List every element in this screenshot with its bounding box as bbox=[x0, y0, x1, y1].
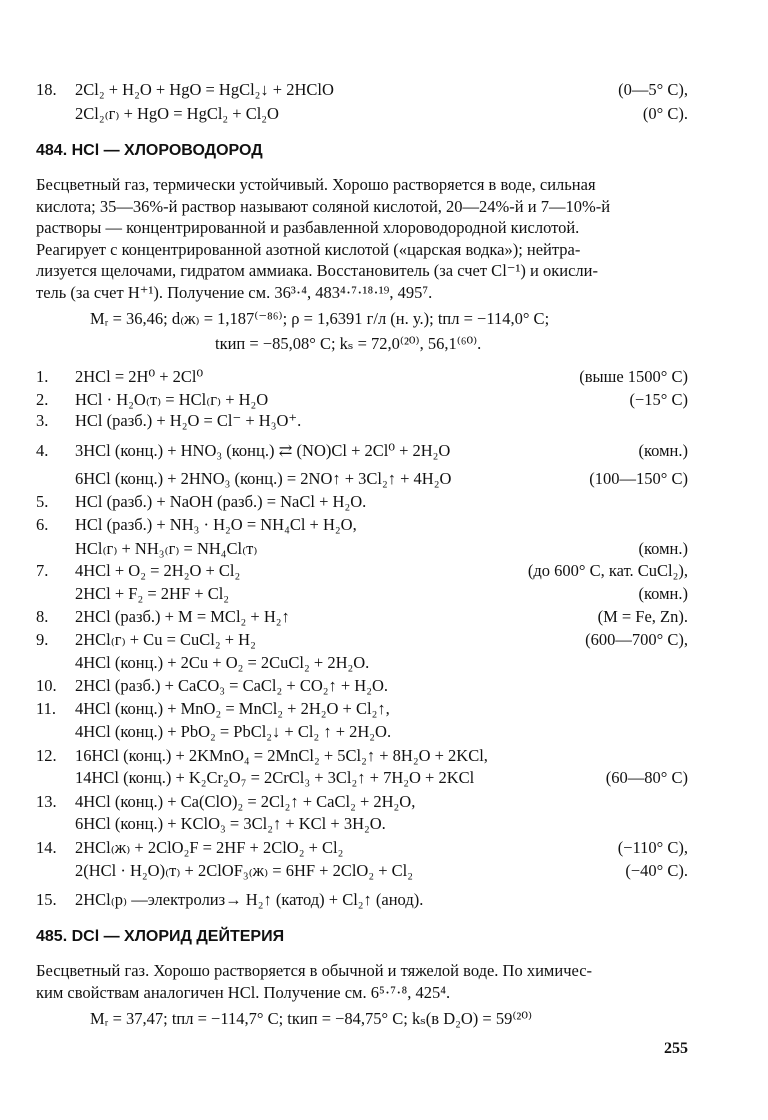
reaction-line bbox=[0, 745, 768, 767]
reaction-number: 4. bbox=[36, 441, 49, 460]
reaction-number: 10. bbox=[36, 676, 57, 695]
reaction-condition: (60—80° C) bbox=[605, 768, 688, 787]
reaction-equation: 2HCl = 2H⁰ + 2Cl⁰ bbox=[75, 367, 204, 386]
paragraph-line: ким свойствам аналогичен HCl. Получение см. 6⁵·⁷·⁸, 425⁴. bbox=[36, 982, 451, 1002]
reaction-equation: 16HCl (конц.) + 2KMnO₄ = 2MnCl₂ + 5Cl₂↑ + 8H₂O + 2KCl, bbox=[75, 746, 488, 765]
reaction-equation: 2HCl₍р₎ —электролиз→ H₂↑ (катод) + Cl₂↑ (анод). bbox=[75, 890, 424, 909]
reaction-equation: HCl (разб.) + H₂O = Cl⁻ + H₃O⁺. bbox=[75, 411, 302, 430]
reaction-number: 8. bbox=[36, 607, 49, 626]
reaction-number: 1. bbox=[36, 367, 49, 386]
reaction-line bbox=[0, 860, 768, 882]
reaction-condition: (100—150° C) bbox=[589, 469, 688, 488]
reaction-equation: 4HCl + O₂ = 2H₂O + Cl₂ bbox=[75, 561, 241, 580]
reaction-number: 18. bbox=[36, 80, 57, 99]
reaction-line bbox=[0, 652, 768, 674]
paragraph-line: Реагирует с концентрированной азотной кислотой («царская водка»); нейтра- bbox=[36, 239, 581, 259]
reaction-equation: 2HCl₍ж₎ + 2ClO₂F = 2HF + 2ClO₂ + Cl₂ bbox=[75, 838, 344, 857]
section-heading-484: 484. HCl — ХЛОРОВОДОРОД bbox=[36, 142, 263, 159]
reaction-equation: 2HCl₍г₎ + Cu = CuCl₂ + H₂ bbox=[75, 630, 256, 649]
reaction-condition: (M = Fe, Zn). bbox=[597, 607, 688, 626]
reaction-equation: HCl (разб.) + NH₃ · H₂O = NH₄Cl + H₂O, bbox=[75, 515, 357, 534]
page-number: 255 bbox=[664, 1040, 688, 1057]
reaction-line bbox=[0, 366, 768, 388]
properties-line-2: tкип = −85,08° C; kₛ = 72,0⁽²⁰⁾, 56,1⁽⁶⁰⁾. bbox=[215, 334, 482, 353]
reaction-line bbox=[0, 767, 768, 789]
reaction-number: 15. bbox=[36, 890, 57, 909]
reaction-line bbox=[0, 491, 768, 513]
paragraph-line: растворы — концентрированной и разбавленной хлороводородной кислотой. bbox=[36, 218, 580, 237]
reaction-line bbox=[0, 675, 768, 697]
section-485-description bbox=[36, 960, 696, 1003]
reaction-line bbox=[0, 538, 768, 560]
reaction-line bbox=[0, 103, 768, 125]
reaction-condition: (0° C). bbox=[642, 104, 688, 123]
reaction-equation: 4HCl (конц.) + Ca(ClO)₂ = 2Cl₂↑ + CaCl₂ + 2H₂O, bbox=[75, 792, 416, 811]
reaction-equation: 2HCl (разб.) + CaCO₃ = CaCl₂ + CO₂↑ + H₂O. bbox=[75, 676, 389, 695]
reaction-equation: 2HCl + F₂ = 2HF + Cl₂ bbox=[75, 584, 230, 603]
reaction-number: 2. bbox=[36, 390, 49, 409]
reaction-number: 14. bbox=[36, 838, 57, 857]
reaction-equation: HCl₍г₎ + NH₃₍г₎ = NH₄Cl₍т₎ bbox=[75, 539, 258, 558]
reaction-equation: 4HCl (конц.) + MnO₂ = MnCl₂ + 2H₂O + Cl₂↑, bbox=[75, 699, 390, 718]
reaction-line bbox=[0, 440, 768, 462]
reaction-line bbox=[0, 514, 768, 536]
reaction-condition: (выше 1500° C) bbox=[579, 367, 688, 386]
reaction-condition: (комн.) bbox=[638, 539, 688, 558]
reaction-equation: 3HCl (конц.) + HNO₃ (конц.) ⇄ (NO)Cl + 2Cl⁰ + 2H₂O bbox=[75, 441, 451, 460]
reaction-number: 6. bbox=[36, 515, 49, 534]
reaction-number: 13. bbox=[36, 792, 57, 811]
reaction-number: 11. bbox=[36, 699, 57, 718]
reaction-line bbox=[0, 468, 768, 490]
properties-line-485: Mᵣ = 37,47; tпл = −114,7° C; tкип = −84,75° C; kₛ(в D₂O) = 59⁽²⁰⁾ bbox=[90, 1009, 533, 1028]
paragraph-line: кислота; 35—36%-й раствор называют соляной кислотой, 20—24%-й и 7—10%-й bbox=[36, 196, 611, 216]
reaction-condition: (−110° C), bbox=[617, 838, 688, 857]
reaction-equation: 14HCl (конц.) + K₂Cr₂O₇ = 2CrCl₃ + 3Cl₂↑ + 7H₂O + 2KCl bbox=[75, 768, 475, 787]
reaction-condition: (600—700° C), bbox=[585, 630, 688, 649]
reaction-number: 9. bbox=[36, 630, 49, 649]
reaction-number: 3. bbox=[36, 411, 49, 430]
reaction-line bbox=[0, 813, 768, 835]
reaction-condition: (комн.) bbox=[638, 441, 688, 460]
reaction-line bbox=[0, 837, 768, 859]
reaction-line bbox=[0, 791, 768, 813]
reaction-number: 5. bbox=[36, 492, 49, 511]
reaction-line bbox=[0, 410, 768, 432]
reaction-equation: 4HCl (конц.) + PbO₂ = PbCl₂↓ + Cl₂ ↑ + 2H₂O. bbox=[75, 722, 392, 741]
reaction-number: 12. bbox=[36, 746, 57, 765]
paragraph-line: Бесцветный газ. Хорошо растворяется в обычной и тяжелой воде. По химичес- bbox=[36, 961, 593, 980]
paragraph-line: тель (за счет H⁺¹). Получение см. 36³·⁴, 483⁴·⁷·¹⁸·¹⁹, 495⁷. bbox=[36, 282, 433, 302]
reaction-equation: 6HCl (конц.) + KClO₃ = 3Cl₂↑ + KCl + 3H₂O. bbox=[75, 814, 386, 833]
reaction-number: 7. bbox=[36, 561, 49, 580]
reaction-condition: (0—5° C), bbox=[618, 80, 688, 99]
reaction-line bbox=[0, 389, 768, 411]
reaction-equation: 2HCl (разб.) + M = MCl₂ + H₂↑ bbox=[75, 607, 290, 626]
reaction-equation: 2Cl₂ + H₂O + HgO = HgCl₂↓ + 2HClO bbox=[75, 80, 334, 99]
reaction-equation: 2Cl₂₍г₎ + HgO = HgCl₂ + Cl₂O bbox=[75, 104, 279, 123]
reaction-equation: HCl · H₂O₍т₎ = HCl₍г₎ + H₂O bbox=[75, 390, 269, 409]
reaction-condition: (−15° C) bbox=[629, 390, 688, 409]
reaction-condition: (комн.) bbox=[638, 584, 688, 603]
reaction-line bbox=[0, 560, 768, 582]
reaction-condition: (−40° C). bbox=[625, 861, 688, 880]
section-heading-485: 485. DCl — ХЛОРИД ДЕЙТЕРИЯ bbox=[36, 928, 285, 945]
reaction-equation: 4HCl (конц.) + 2Cu + O₂ = 2CuCl₂ + 2H₂O. bbox=[75, 653, 370, 672]
reaction-line bbox=[0, 721, 768, 743]
reaction-equation: 6HCl (конц.) + 2HNO₃ (конц.) = 2NO↑ + 3Cl₂↑ + 4H₂O bbox=[75, 469, 452, 488]
paragraph-line: лизуется щелочами, гидратом аммиака. Восстановитель (за счет Cl⁻¹) и окисли- bbox=[36, 261, 598, 280]
reaction-line bbox=[0, 583, 768, 605]
properties-line-1: Mᵣ = 36,46; d₍ж₎ = 1,187⁽⁻⁸⁶⁾; ρ = 1,6391 г/л (н. у.); tпл = −114,0° C; bbox=[90, 309, 550, 328]
reaction-equation: 2(HCl · H₂O)₍т₎ + 2ClOF₃₍ж₎ = 6HF + 2ClO₂ + Cl₂ bbox=[75, 861, 413, 880]
reaction-line bbox=[0, 698, 768, 720]
reaction-equation: HCl (разб.) + NaOH (разб.) = NaCl + H₂O. bbox=[75, 492, 367, 511]
reaction-line bbox=[0, 606, 768, 628]
section-484-description bbox=[36, 174, 696, 303]
paragraph-line: Бесцветный газ, термически устойчивый. Хорошо растворяется в воде, сильная bbox=[36, 175, 596, 194]
reaction-condition: (до 600° C, кат. CuCl₂), bbox=[527, 561, 688, 580]
reaction-line bbox=[0, 79, 768, 101]
reaction-line bbox=[0, 889, 768, 911]
reaction-line bbox=[0, 629, 768, 651]
